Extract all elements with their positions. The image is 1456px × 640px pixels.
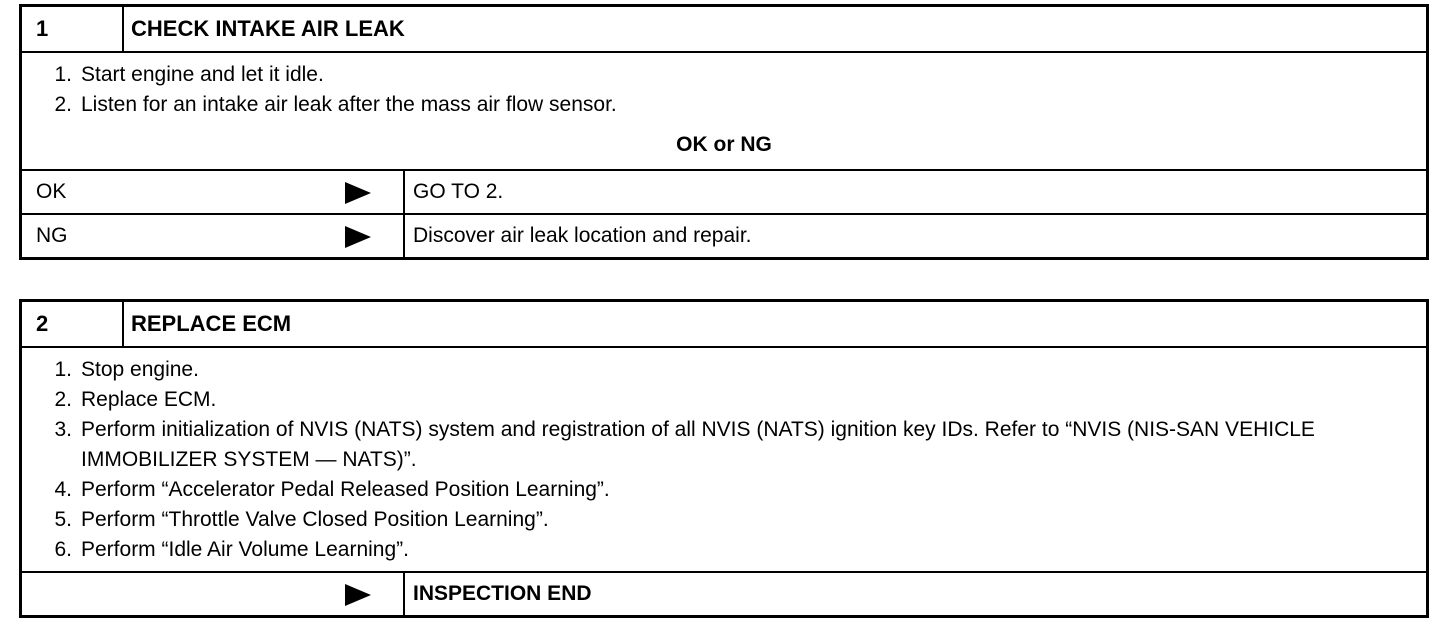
step-number: 1 [22, 7, 124, 51]
arrow-right-icon [345, 226, 371, 248]
procedure-block-1 [19, 4, 1429, 260]
instruction-text: Perform initialization of NVIS (NATS) system and registration of all NVIS (NATS) ignition key IDs. Refer to “NVIS (NIS-SAN VEHICLE IMMOBILIZER SYSTEM — NATS)”. [81, 418, 1315, 471]
instruction-number: 5. [54, 508, 72, 531]
result-row-ng [22, 213, 1426, 257]
ok-or-ng-heading: OK or NG [676, 133, 772, 156]
instruction-text: Start engine and let it idle. [81, 63, 324, 86]
step-title: CHECK INTAKE AIR LEAK [131, 16, 405, 41]
result-row-end [22, 571, 1426, 615]
arrow-right-icon [345, 182, 371, 204]
result-action: GO TO 2. [413, 180, 504, 203]
instruction-list [22, 53, 1426, 126]
step-title: REPLACE ECM [131, 311, 292, 336]
result-label: NG [36, 224, 68, 247]
result-row-ok [22, 169, 1426, 213]
step-number: 2 [22, 302, 124, 346]
result-action: INSPECTION END [413, 582, 592, 605]
instruction-item [22, 90, 1426, 120]
procedure-block-2 [19, 299, 1429, 618]
instruction-number: 1. [54, 358, 72, 381]
instruction-text: Perform “Throttle Valve Closed Position Learning”. [81, 508, 549, 531]
instruction-number: 1. [54, 63, 72, 86]
instruction-number: 2. [54, 93, 72, 116]
instruction-item [22, 535, 1426, 565]
instruction-number: 3. [54, 418, 72, 441]
instruction-text: Stop engine. [81, 358, 199, 381]
result-condition-cell [22, 215, 405, 257]
instruction-number: 6. [54, 538, 72, 561]
instruction-list [22, 348, 1426, 571]
instruction-item [22, 355, 1426, 385]
arrow-right-icon [345, 584, 371, 606]
block-header [22, 302, 1426, 348]
instruction-number: 4. [54, 478, 72, 501]
instruction-number: 2. [54, 388, 72, 411]
instruction-text: Listen for an intake air leak after the mass air flow sensor. [81, 93, 617, 116]
result-label: OK [36, 180, 67, 203]
result-condition-cell [22, 171, 405, 213]
instruction-item [22, 60, 1426, 90]
instruction-text: Perform “Idle Air Volume Learning”. [81, 538, 409, 561]
instruction-text: Perform “Accelerator Pedal Released Position Learning”. [81, 478, 610, 501]
instruction-item [22, 415, 1426, 475]
block-header [22, 7, 1426, 53]
instruction-item [22, 475, 1426, 505]
instruction-item [22, 505, 1426, 535]
instruction-item [22, 385, 1426, 415]
instruction-text: Replace ECM. [81, 388, 217, 411]
result-condition-cell [22, 573, 405, 615]
result-action: Discover air leak location and repair. [413, 224, 752, 247]
